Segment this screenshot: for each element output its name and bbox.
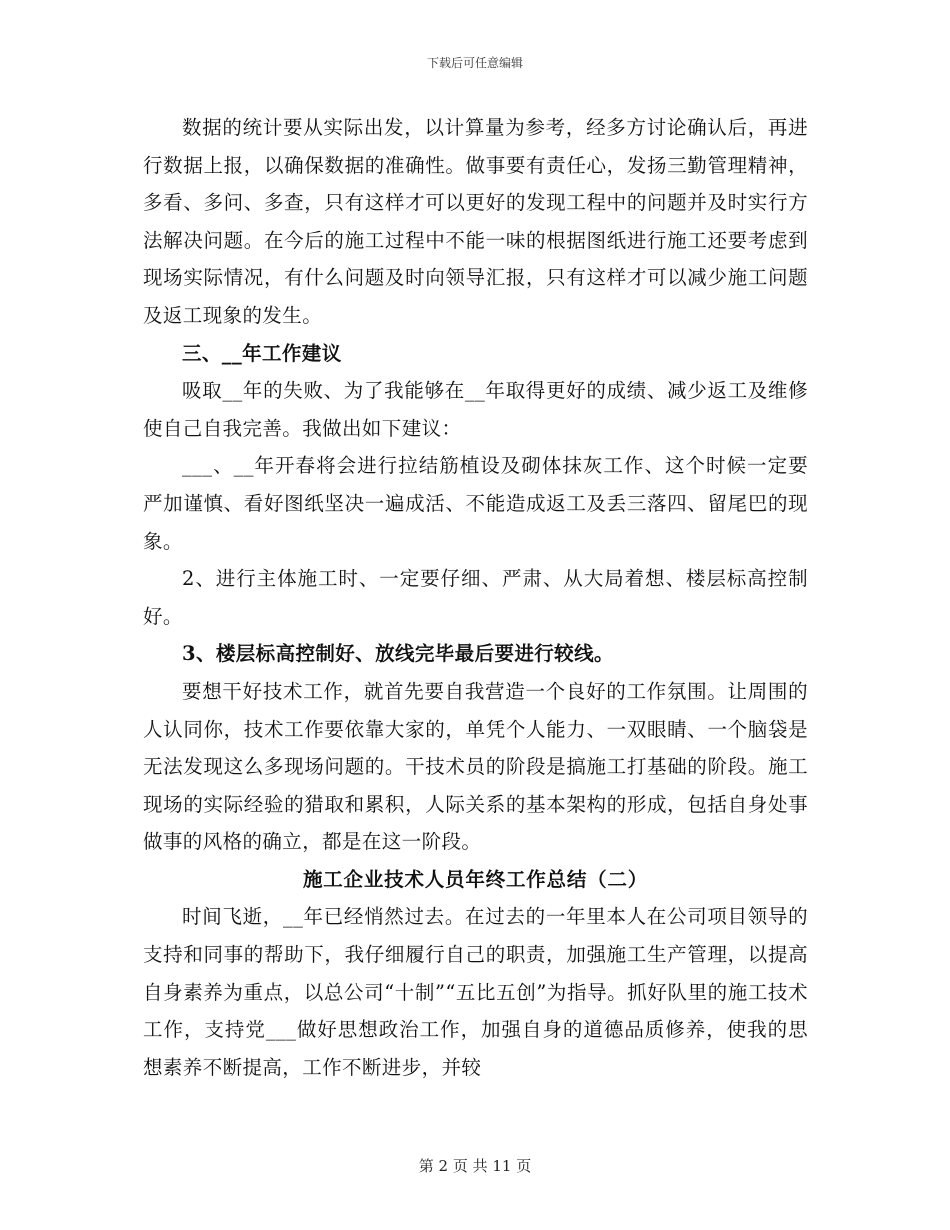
page-number-footer: 第 2 页 共 11 页 <box>418 1157 532 1175</box>
paragraph-year-review: 时间飞逝，__年已经悄然过去。在过去的一年里本人在公司项目领导的支持和同事的帮助下，我仔细履行自己的职责，加强施工生产管理，以提高自身素养为重点，以总公司“十制”“五比五创”为指导。抓好队里的施工技术工作，支持党___做好思想政治工作，加强自身的道德品质修养，使我的思想素养不断提高，工作不断进步，并较 <box>143 905 808 1079</box>
section-heading-suggestions: 三、__年工作建议 <box>182 341 342 365</box>
suggestion-3-heading: 3、楼层标高控制好、放线完毕最后要进行较线。 <box>182 642 614 666</box>
paragraph-lessons: 吸取__年的失败、为了我能够在__年取得更好的成绩、减少返工及维修使自己自我完善。我做出如下建议： <box>143 379 808 440</box>
document-title-part-two: 施工企业技术人员年终工作总结（二） <box>302 867 649 891</box>
paragraph-statistics: 数据的统计要从实际出发，以计算量为参考，经多方讨论确认后，再进行数据上报，以确保数据的准确性。做事要有责任心，发扬三勤管理精神，多看、多问、多查，只有这样才可以更好的发现工程中的问题并及时实行方法解决问题。在今后的施工过程中不能一味的根据图纸进行施工还要考虑到现场实际情况，有什么问题及时向领导汇报，只有这样才可以减少施工问题及返工现象的发生。 <box>143 116 808 327</box>
paragraph-suggestion-2: 2、进行主体施工时、一定要仔细、严肃、从大局着想、楼层标高控制好。 <box>143 567 808 628</box>
paragraph-suggestion-1: ___、__年开春将会进行拉结筋植设及砌体抹灰工作、这个时候一定要严加谨慎、看好图纸坚决一遍成活、不能造成返工及丢三落四、留尾巴的现象。 <box>143 454 808 553</box>
paragraph-work-atmosphere: 要想干好技术工作，就首先要自我营造一个良好的工作氛围。让周围的人认同你，技术工作要依靠大家的，单凭个人能力、一双眼睛、一个脑袋是无法发现这么多现场问题的。干技术员的阶段是搞施工打基础的阶段。施工现场的实际经验的猎取和累积，人际关系的基本架构的形成，包括自身处事做事的风格的确立，都是在这一阶段。 <box>143 679 808 854</box>
page-header-note: 下载后可任意编辑 <box>426 56 523 70</box>
document-body <box>143 109 808 1086</box>
